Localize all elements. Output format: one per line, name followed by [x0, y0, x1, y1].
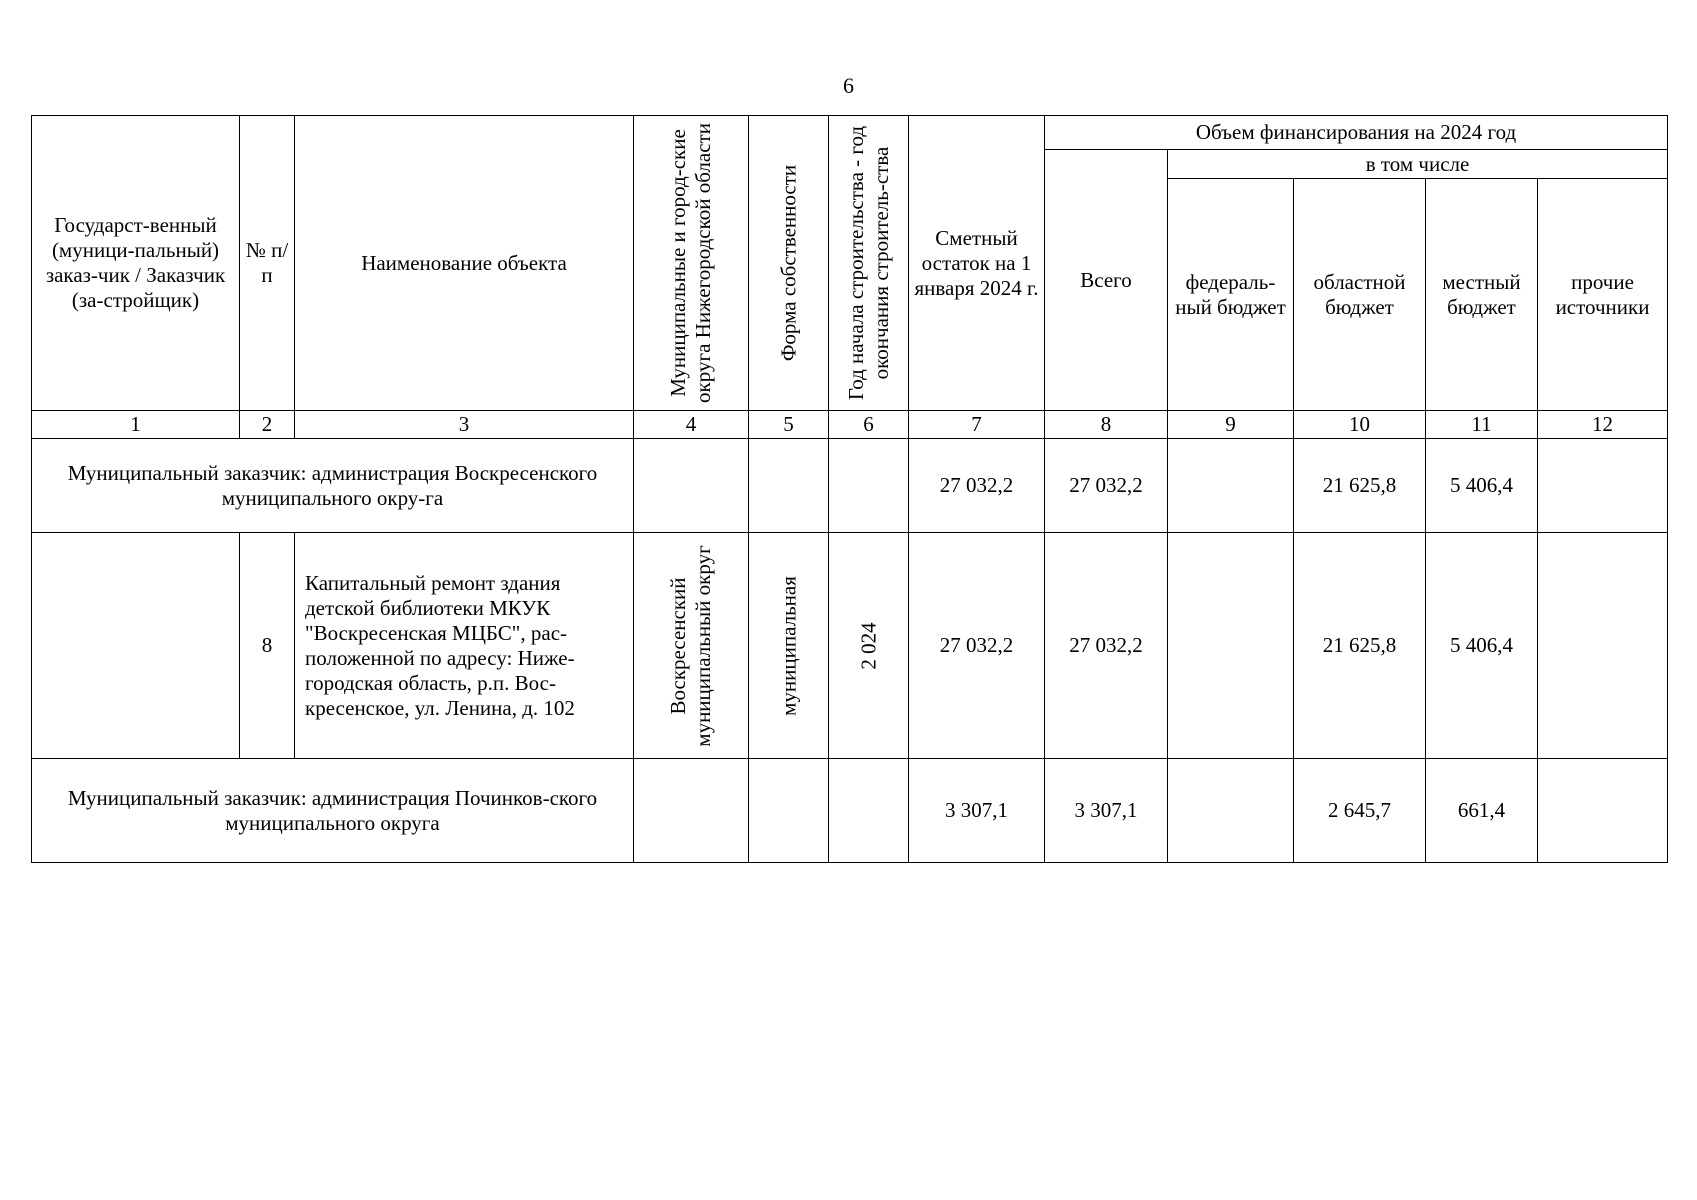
- header-ownership-text: Форма собственности: [776, 164, 800, 362]
- col-num-2: 2: [240, 411, 295, 439]
- header-local: местный бюджет: [1426, 179, 1538, 411]
- table-row: [32, 533, 1668, 759]
- row-customer: Муниципальный заказчик: администрация Воскресенского муниципального окру-га: [32, 439, 634, 533]
- row-municipality: [634, 759, 749, 863]
- row-object-name: Капитальный ремонт здания детской библиотеки МКУК "Воскресенская МЦБС", рас-положенной по адресу: Ниже-городская область, р.п. Вос-кресенское, ул. Ленина, д. 102: [295, 533, 634, 759]
- col-num-7: 7: [909, 411, 1045, 439]
- row-other: [1538, 439, 1668, 533]
- page-number: 6: [843, 73, 854, 98]
- row-years-text: 2 024: [856, 621, 880, 670]
- col-num-4: 4: [634, 411, 749, 439]
- header-customer: Государст-венный (муници-пальный) заказ-чик / Заказчик (за-стройщик): [32, 116, 240, 411]
- row-federal: [1168, 759, 1294, 863]
- header-years-text: Год начала строительства - год окончания строитель-ства: [843, 125, 893, 401]
- header-total: Всего: [1045, 150, 1168, 411]
- row-num: 8: [240, 533, 295, 759]
- row-local: 661,4: [1426, 759, 1538, 863]
- row-local: 5 406,4: [1426, 533, 1538, 759]
- row-total: 27 032,2: [1045, 439, 1168, 533]
- row-regional: 21 625,8: [1294, 533, 1426, 759]
- row-regional: 21 625,8: [1294, 439, 1426, 533]
- header-object-name: Наименование объекта: [295, 116, 634, 411]
- row-years: [829, 759, 909, 863]
- header-estimate: Сметный остаток на 1 января 2024 г.: [909, 116, 1045, 411]
- row-local: 5 406,4: [1426, 439, 1538, 533]
- header-federal: федераль-ный бюджет: [1168, 179, 1294, 411]
- header-years: [829, 116, 909, 411]
- row-total: 27 032,2: [1045, 533, 1168, 759]
- row-ownership-text: муниципальная: [776, 575, 800, 716]
- col-num-8: 8: [1045, 411, 1168, 439]
- row-other: [1538, 533, 1668, 759]
- col-num-1: 1: [32, 411, 240, 439]
- row-customer: [32, 533, 240, 759]
- row-federal: [1168, 439, 1294, 533]
- row-municipality: [634, 439, 749, 533]
- row-estimate: 3 307,1: [909, 759, 1045, 863]
- col-num-6: 6: [829, 411, 909, 439]
- row-federal: [1168, 533, 1294, 759]
- row-regional: 2 645,7: [1294, 759, 1426, 863]
- header-ownership: [749, 116, 829, 411]
- header-including: в том числе: [1168, 150, 1668, 179]
- row-ownership: [749, 439, 829, 533]
- row-estimate: 27 032,2: [909, 439, 1045, 533]
- header-funding-group: Объем финансирования на 2024 год: [1045, 116, 1668, 150]
- col-num-5: 5: [749, 411, 829, 439]
- column-number-row: [32, 411, 1668, 439]
- financing-table: [31, 115, 1668, 863]
- row-municipality-text: Воскресенский муниципальный округ: [666, 544, 715, 747]
- table-row: [32, 759, 1668, 863]
- header-other: прочие источники: [1538, 179, 1668, 411]
- header-municipality: [634, 116, 749, 411]
- row-estimate: 27 032,2: [909, 533, 1045, 759]
- row-customer: Муниципальный заказчик: администрация Починков-ского муниципального округа: [32, 759, 634, 863]
- row-ownership: [749, 533, 829, 759]
- col-num-10: 10: [1294, 411, 1426, 439]
- row-total: 3 307,1: [1045, 759, 1168, 863]
- row-other: [1538, 759, 1668, 863]
- row-municipality: [634, 533, 749, 759]
- row-years: [829, 533, 909, 759]
- row-ownership: [749, 759, 829, 863]
- row-years: [829, 439, 909, 533]
- header-municipality-text: Муниципальные и город-ские округа Нижегородской области: [666, 123, 715, 403]
- header-num: № п/п: [240, 116, 295, 411]
- col-num-11: 11: [1426, 411, 1538, 439]
- col-num-9: 9: [1168, 411, 1294, 439]
- header-regional: областной бюджет: [1294, 179, 1426, 411]
- table-row: [32, 439, 1668, 533]
- col-num-12: 12: [1538, 411, 1668, 439]
- col-num-3: 3: [295, 411, 634, 439]
- header-row-1: [32, 116, 1668, 150]
